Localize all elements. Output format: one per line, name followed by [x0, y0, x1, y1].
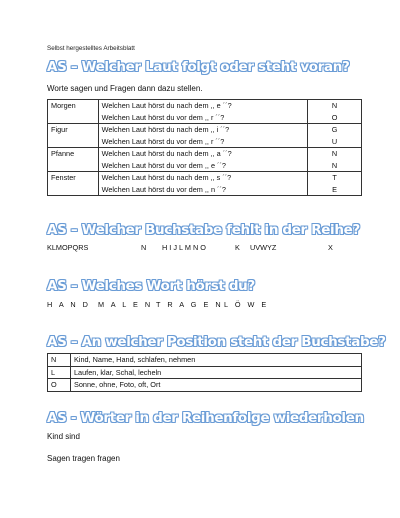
table-cell-answers	[308, 172, 362, 196]
spaced-word: L Ö W E	[224, 300, 269, 309]
table-cell-word: Figur	[48, 124, 99, 148]
table-cell-letter: L	[48, 366, 71, 379]
section2-heading: AS – Welcher Buchstabe fehlt in der Reihe?	[47, 222, 360, 238]
section4-heading: AS – An welcher Position steht der Buchstabe?	[47, 334, 386, 350]
spaced-word: M A L E N	[98, 300, 153, 309]
question-before: Welchen Laut hörst du vor dem ,, e ´´?	[101, 160, 226, 170]
question-before: Welchen Laut hörst du vor dem ,, r ´´?	[101, 112, 225, 122]
question-after: Welchen Laut hörst du nach dem ,, a ´´?	[101, 149, 232, 158]
table-cell-words: Laufen, klar, Schal, lecheln	[71, 366, 362, 379]
table-row	[48, 100, 362, 124]
letter-position-table	[47, 353, 362, 392]
answer-after: N	[331, 149, 338, 158]
section3-heading: AS – Welches Wort hörst du?	[47, 278, 255, 294]
section1-instruction: Worte sagen und Fragen dann dazu stellen.	[47, 84, 203, 93]
table-row	[48, 148, 362, 172]
repeat-words-line: Sagen tragen fragen	[47, 454, 120, 463]
table-cell-words: Sonne, ohne, Foto, oft, Ort	[71, 379, 362, 392]
table-row	[48, 124, 362, 148]
table-cell-questions	[98, 100, 308, 124]
letter-sequence: N	[141, 243, 147, 252]
spaced-word: T R A G E N	[156, 300, 224, 309]
letter-sequence: X	[328, 243, 333, 252]
answer-before: O	[331, 112, 338, 122]
table-cell-answers	[308, 124, 362, 148]
letter-sequence: KLMOPQRS	[47, 243, 89, 252]
table-cell-word: Morgen	[48, 100, 99, 124]
table-cell-letter: O	[48, 379, 71, 392]
question-before: Welchen Laut hörst du vor dem ,, n ´´?	[101, 184, 226, 194]
table-row	[48, 172, 362, 196]
table-cell-words: Kind, Name, Hand, schlafen, nehmen	[71, 354, 362, 367]
table-row	[48, 366, 362, 379]
answer-before: U	[331, 136, 338, 146]
repeat-words-line: Kind sind	[47, 432, 80, 441]
table-cell-answers	[308, 100, 362, 124]
table-cell-word: Fenster	[48, 172, 99, 196]
table-cell-questions	[98, 148, 308, 172]
answer-after: T	[332, 173, 337, 182]
table-row	[48, 379, 362, 392]
answer-before: E	[332, 184, 337, 194]
letter-sequence: H I J L M N O	[162, 243, 206, 252]
table-cell-answers	[308, 148, 362, 172]
question-after: Welchen Laut hörst du nach dem ,, i ´´?	[101, 125, 230, 134]
worksheet-note: Selbst hergestelltes Arbeitsblatt	[47, 45, 135, 52]
table-row	[48, 354, 362, 367]
section5-heading: AS - Wörter in der Reihenfolge wiederholen	[47, 410, 364, 426]
letter-sequence: UVWYZ	[250, 243, 277, 252]
question-before: Welchen Laut hörst du vor dem ,, r ´´?	[101, 136, 225, 146]
table-cell-letter: N	[48, 354, 71, 367]
spaced-word: H A N D	[47, 300, 91, 309]
table-cell-word: Pfanne	[48, 148, 99, 172]
question-after: Welchen Laut hörst du nach dem ,, e ´´?	[101, 101, 232, 110]
answer-before: N	[331, 160, 338, 170]
question-after: Welchen Laut hörst du nach dem ,, s ´´?	[101, 173, 232, 182]
sound-questions-table	[47, 99, 362, 196]
table-cell-questions	[98, 124, 308, 148]
section1-heading: AS – Welcher Laut folgt oder steht voran?	[47, 59, 350, 75]
letter-sequence: K	[235, 243, 240, 252]
table-cell-questions	[98, 172, 308, 196]
answer-after: N	[331, 101, 338, 110]
answer-after: G	[331, 125, 338, 134]
